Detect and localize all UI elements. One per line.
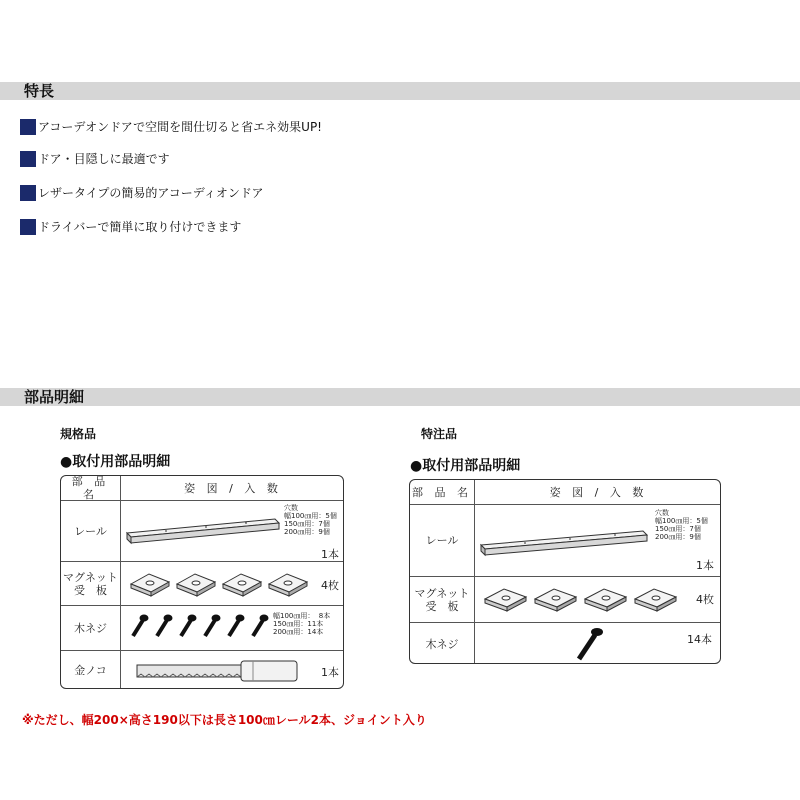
feature-item <box>20 151 170 167</box>
parts-section-bar <box>0 388 800 406</box>
table-header-row <box>410 480 721 504</box>
wood-screw-icon <box>127 610 277 646</box>
standard-table-title: ●取付用部品明細 <box>60 454 171 470</box>
rail-note: 穴数 幅100㎝用：5個 150㎝用：7個 200㎝用：9個 <box>655 509 708 541</box>
rail-icon <box>125 507 285 547</box>
feature-item <box>20 185 263 201</box>
square-bullet-icon <box>20 151 36 167</box>
rail-note: 穴数 幅100㎝用：5個 150㎝用：7個 200㎝用：9個 <box>284 504 337 536</box>
magnet-qty: 4枚 <box>321 579 339 592</box>
table-row-screw <box>410 622 721 664</box>
part-name-screw: 木ネジ <box>410 623 475 664</box>
header-name: 部 品 名 <box>410 480 475 504</box>
feature-text: ドア・目隠しに最適です <box>38 152 170 166</box>
custom-parts-table <box>409 479 721 664</box>
part-name-saw: 金ノコ <box>61 651 121 689</box>
table-row-rail <box>61 500 344 561</box>
table-row-rail <box>410 504 721 576</box>
table-row-magnet <box>410 576 721 622</box>
features-title: 特長 <box>24 82 55 100</box>
table-row-screw <box>61 605 344 650</box>
magnet-qty: 4枚 <box>696 593 714 606</box>
square-bullet-icon <box>20 185 36 201</box>
feature-item <box>20 219 241 235</box>
table-header-row <box>61 476 344 500</box>
rail-qty: 1本 <box>696 559 714 572</box>
feature-text: レザータイプの簡易的アコーディオンドア <box>38 186 264 200</box>
footnote: ※ただし、幅200×高さ190以下は長さ100㎝レール2本、ジョイント入り <box>22 713 427 727</box>
feature-text: ドライバーで簡単に取り付けできます <box>38 220 242 234</box>
standard-label: 規格品 <box>60 427 97 441</box>
rail-qty: 1本 <box>321 548 339 561</box>
magnet-plate-icon <box>479 579 679 619</box>
part-name-screw: 木ネジ <box>61 606 121 650</box>
feature-item <box>20 119 322 135</box>
rail-icon <box>479 515 654 559</box>
hacksaw-icon <box>135 657 305 687</box>
part-name-magnet: マグネット 受 板 <box>61 562 121 605</box>
screw-qty: 14本 <box>687 633 712 646</box>
part-name-rail: レール <box>410 505 475 576</box>
table-row-magnet <box>61 561 344 605</box>
part-name-rail: レール <box>61 501 121 561</box>
custom-label: 特注品 <box>421 427 458 441</box>
header-content: 姿 図 / 入 数 <box>549 486 648 499</box>
saw-qty: 1本 <box>321 666 339 679</box>
magnet-plate-icon <box>125 564 315 604</box>
feature-text: アコーデオンドアで空間を間仕切ると省エネ効果UP! <box>38 120 322 134</box>
square-bullet-icon <box>20 119 36 135</box>
table-row-saw <box>61 650 344 689</box>
screw-note: 幅100㎝用： 8本 150㎝用：11本 200㎝用：14本 <box>273 612 331 636</box>
part-name-magnet: マグネット 受 板 <box>410 577 475 622</box>
custom-table-title: ●取付用部品明細 <box>410 458 521 474</box>
square-bullet-icon <box>20 219 36 235</box>
header-content: 姿 図 / 入 数 <box>184 482 282 495</box>
standard-parts-table <box>60 475 344 689</box>
features-section-bar <box>0 82 800 100</box>
header-name: 部 品 名 <box>61 476 121 500</box>
parts-title: 部品明細 <box>24 388 85 406</box>
wood-screw-icon <box>571 625 611 664</box>
